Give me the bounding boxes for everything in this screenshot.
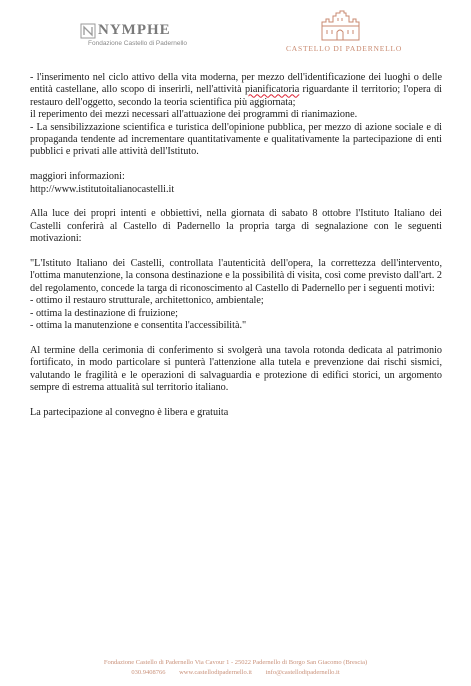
castello-logo: [286, 10, 403, 55]
info-block: [30, 171, 442, 196]
quote-intro: "L'Istituto Italiano dei Castelli, controllata l'autenticità dell'opera, la correttezza dell'intervento, l'ottima manutenzione, la consona destinazione e la possibilità di visita, così come previsto dall'art. 2 del regolamento, concede la targa di riconoscimento al Castello di Padernello per i seguenti motivi:: [30, 258, 442, 294]
objective-text-a: - l'inserimento nel ciclo attivo della vita moderna, per mezzo dell'identificazione dei luoghi o delle entità castellane, allo scopo di inserirli, nell'attività: [30, 72, 442, 96]
nymphe-subtitle: Fondazione Castello di Padernello: [88, 40, 188, 47]
footer-email-link[interactable]: info@castellodipadernello.it: [265, 669, 340, 676]
quote-item: - ottimo il restauro strutturale, architettonico, ambientale;: [30, 295, 264, 307]
objectives-paragraph: [30, 72, 442, 159]
objective-text-b: riguardante il territorio; l'opera di restauro dell'oggetto, secondo la teoria scientifica più aggiornata;: [30, 84, 442, 108]
quote-item: - ottima la manutenzione e consentita l'accessibilità.": [30, 320, 247, 332]
document-body: [30, 72, 442, 432]
info-url-link[interactable]: http://www.istitutoitalianocastelli.it: [30, 183, 175, 195]
quote-block: [30, 258, 442, 332]
quote-item: - ottima la destinazione di fruizione;: [30, 307, 178, 319]
ceremony-paragraph: Al termine della cerimonia di conferimento si svolgerà una tavola rotonda dedicata al patrimonio fortificato, in modo particolare si punterà l'attenzione alla tutela e prevenzione dai rischi sismici, valutando le fragilità e le operazioni di salvaguardia e protezione di edifici storici, un argomento sempre di estrema attualità sul territorio italiano.: [30, 344, 442, 394]
castle-icon: [318, 10, 362, 42]
objective-text-c: il reperimento dei mezzi necessari all'attuazione dei programmi di rianimazione.: [30, 109, 358, 121]
closing-paragraph: La partecipazione al convegno è libera e gratuita: [30, 406, 229, 418]
castello-wordmark: CASTELLO DI PADERNELLO: [286, 44, 403, 53]
nymphe-logo: [80, 22, 210, 54]
footer-phone: 030.9408766: [131, 669, 166, 676]
footer-address: Fondazione Castello di Padernello Via Cavour 1 - 25022 Padernello di Borgo San Giacomo (Brescia): [103, 659, 368, 666]
nymphe-wordmark: NYMPHE: [98, 22, 171, 38]
nymphe-mark-icon: [80, 23, 96, 39]
footer-contacts: [0, 668, 471, 678]
objective-text-d: - La sensibilizzazione scientifica e turistica dell'opinione pubblica, per mezzo di azione sociale e di propaganda tendente ad incrementare quantitativamente e qualitativamente la partecipazione di enti pubblici e privati alle attività dell'Istituto.: [30, 121, 442, 158]
page-footer: [0, 658, 471, 678]
footer-website-link[interactable]: www.castellodipadernello.it: [179, 669, 252, 676]
spellcheck-word: pianificatoria: [244, 84, 300, 96]
info-label: maggiori informazioni:: [30, 171, 125, 183]
announcement-paragraph: Alla luce dei propri intenti e obbiettivi, nella giornata di sabato 8 ottobre l'Istituto Italiano dei Castelli conferirà al Castello di Padernello la propria targa di segnalazione con le seguenti motivazioni:: [30, 208, 442, 245]
